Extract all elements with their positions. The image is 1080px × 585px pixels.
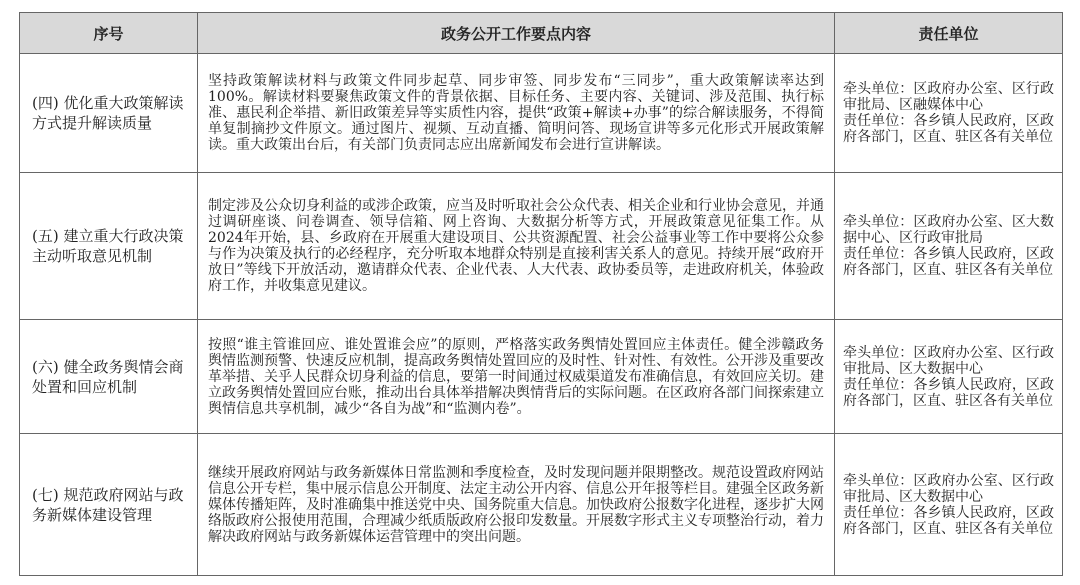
table-row bbox=[20, 54, 1063, 173]
responsible-unit: 责任单位：各乡镇人民政府，区政府各部门，区直、驻区各有关单位 bbox=[843, 504, 1054, 537]
row-unit bbox=[835, 173, 1063, 320]
row-index: (六) 健全政务舆情会商处置和回应机制 bbox=[20, 320, 198, 434]
lead-unit: 牵头单位：区政府办公室、区大数据中心、区行政审批局 bbox=[843, 214, 1054, 246]
work-points-table bbox=[19, 12, 1063, 576]
row-content: 按照“谁主管谁回应、谁处置谁会应”的原则，严格落实政务舆情处置回应主体责任。健全涉赣政务舆情监测预警、快速反应机制，提高政务舆情处置回应的及时性、针对性、有效性。公开涉及重要改革举措、关乎人民群众切身利益的信息，要第一时间通过权威渠道发布准确信息，有效回应关切。建立政务舆情处置回应台账，推动出台具体举措解决舆情背后的实际问题。在区政府各部门间探索建立舆情信息共享机制，减少“各自为战”和“监测内卷”。 bbox=[198, 320, 835, 434]
row-unit bbox=[835, 54, 1063, 173]
row-content: 坚持政策解读材料与政策文件同步起草、同步审签、同步发布“三同步”，重大政策解读率达到100%。解读材料要聚焦政策文件的背景依据、目标任务、主要内容、关键词、涉及范围、执行标准、惠民利企举措、新旧政策差异等实质性内容，提供“政策+解读+办事”的综合解读服务，不得简单复制摘抄文件原文。通过图片、视频、互动直播、简明问答、现场宣讲等多元化形式开展政策解读。重大政策出台后，有关部门负责同志应出席新闻发布会进行宣讲解读。 bbox=[198, 54, 835, 173]
table-row bbox=[20, 434, 1063, 576]
responsible-unit: 责任单位：各乡镇人民政府，区政府各部门，区直、驻区各有关单位 bbox=[843, 113, 1054, 145]
work-plan-document bbox=[19, 12, 1062, 574]
row-content: 继续开展政府网站与政务新媒体日常监测和季度检查，及时发现问题并限期整改。规范设置政府网站信息公开专栏，集中展示信息公开制度、法定主动公开内容、信息公开年报等栏目。建强全区政务新媒体传播矩阵，及时准确集中推送党中央、国务院重大信息。加快政府公报数字化进程，逐步扩大网络版政府公报使用范围，合理减少纸质版政府公报印发数量。开展数字形式主义专项整治行动，着力解决政府网站与政务新媒体运营管理中的突出问题。 bbox=[198, 434, 835, 576]
header-index: 序号 bbox=[20, 13, 198, 54]
row-content: 制定涉及公众切身利益的或涉企政策，应当及时听取社会公众代表、相关企业和行业协会意见，并通过调研座谈、问卷调查、领导信箱、网上咨询、大数据分析等方式，开展政策意见征集工作。从2024年开始，县、乡政府在开展重大建设项目、公共资源配置、社会公益事业等工作中要将公众参与作为决策及执行的必经程序，充分听取本地群众特别是直接利害关系人的意见。持续开展“政府开放日”等线下开放活动，邀请群众代表、企业代表、人大代表、政协委员等，走进政府机关，体验政府工作，并收集意见建议。 bbox=[198, 173, 835, 320]
row-index: (七) 规范政府网站与政务新媒体建设管理 bbox=[20, 434, 198, 576]
responsible-unit: 责任单位：各乡镇人民政府，区政府各部门，区直、驻区各有关单位 bbox=[843, 246, 1054, 278]
row-unit bbox=[835, 320, 1063, 434]
row-unit bbox=[835, 434, 1063, 576]
header-unit: 责任单位 bbox=[835, 13, 1063, 54]
header-content: 政务公开工作要点内容 bbox=[198, 13, 835, 54]
lead-unit: 牵头单位：区政府办公室、区行政审批局、区融媒体中心 bbox=[843, 81, 1054, 113]
lead-unit: 牵头单位：区政府办公室、区行政审批局、区大数据中心 bbox=[843, 344, 1054, 377]
row-index: (五) 建立重大行政决策主动听取意见机制 bbox=[20, 173, 198, 320]
table-row bbox=[20, 320, 1063, 434]
table-header-row bbox=[20, 13, 1063, 54]
table-row bbox=[20, 173, 1063, 320]
row-index: (四) 优化重大政策解读方式提升解读质量 bbox=[20, 54, 198, 173]
lead-unit: 牵头单位：区政府办公室、区行政审批局、区大数据中心 bbox=[843, 472, 1054, 505]
responsible-unit: 责任单位：各乡镇人民政府，区政府各部门，区直、驻区各有关单位 bbox=[843, 376, 1054, 409]
